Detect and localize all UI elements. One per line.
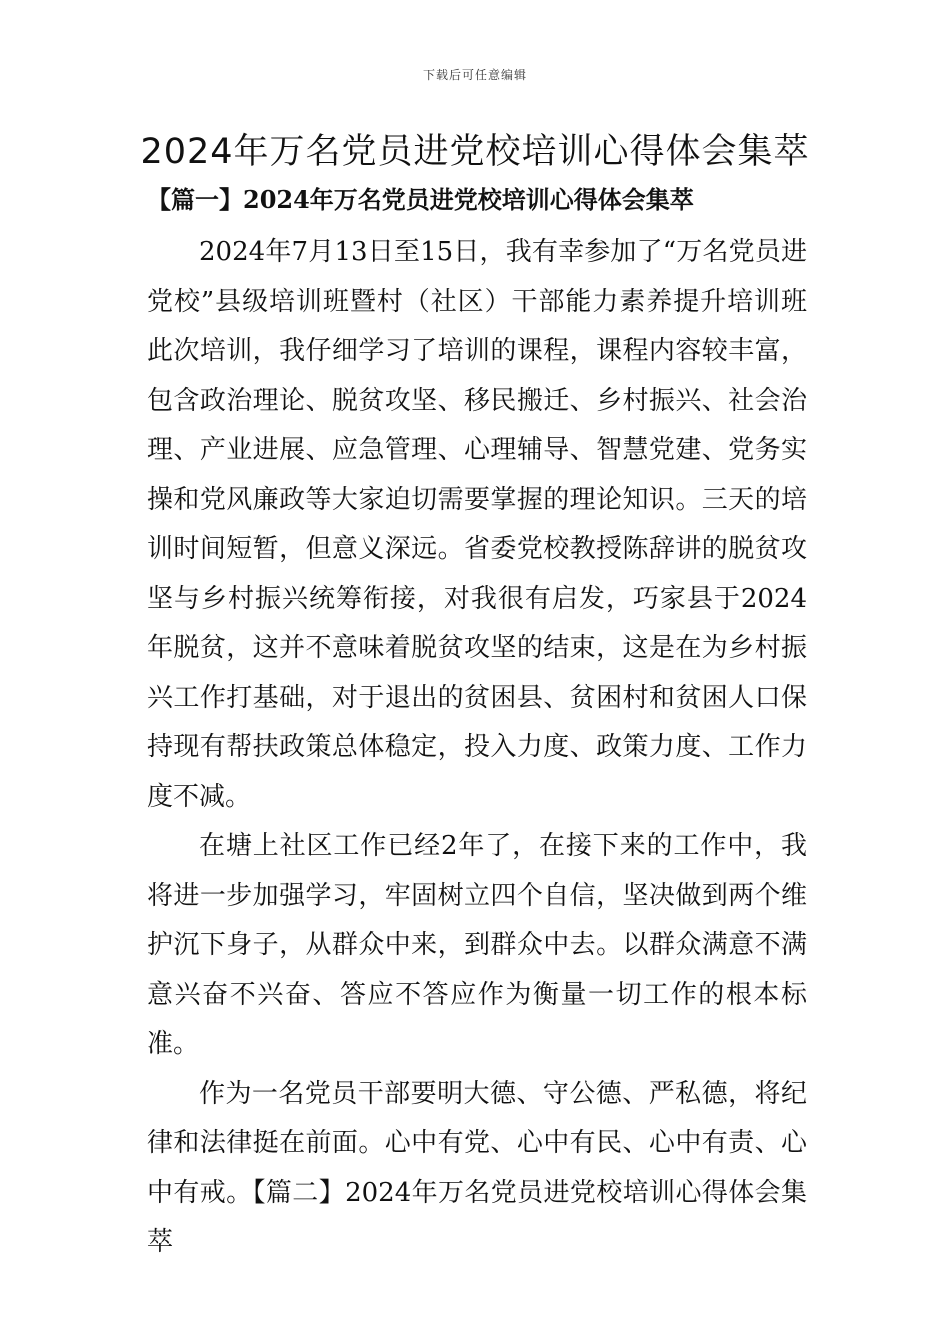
paragraph-3: 作为一名党员干部要明大德、守公德、严私德，将纪律和法律挺在前面。心中有党、心中有民、心中有责、心中有戒。【篇二】2024年万名党员进党校培训心得体会集萃 xyxy=(147,1078,807,1257)
paragraph-1: 2024年7月13日至15日，我有幸参加了“万名党员进党校”县级培训班暨村（社区）干部能力素养提升培训班此次培训，我仔细学习了培训的课程，课程内容较丰富，包含政治理论、脱贫攻坚、移民搬迁、乡村振兴、社会治理、产业进展、应急管理、心理辅导、智慧党建、党务实操和党风廉政等大家迫切需要掌握的理论知识。三天的培训时间短暂，但意义深远。省委党校教授陈辞讲的脱贫攻坚与乡村振兴统筹衔接，对我很有启发，巧家县于2024年脱贫，这并不意味着脱贫攻坚的结束，这是在为乡村振兴工作打基础，对于退出的贫困县、贫困村和贫困人口保持现有帮扶政策总体稳定，投入力度、政策力度、工作力度不减。 xyxy=(147,237,807,812)
download-note: 下载后可任意编辑 xyxy=(422,68,527,82)
document-title: 2024年万名党员进党校培训心得体会集萃 xyxy=(140,132,810,172)
paragraph-2: 在塘上社区工作已经2年了，在接下来的工作中，我将进一步加强学习，牢固树立四个自信，坚决做到两个维护沉下身子，从群众中来，到群众中去。以群众满意不满意兴奋不兴奋、答应不答应作为衡量一切工作的根本标准。 xyxy=(147,831,807,1059)
section-heading: 【篇一】2024年万名党员进党校培训心得体会集萃 xyxy=(147,185,694,214)
body-text xyxy=(147,228,807,1268)
